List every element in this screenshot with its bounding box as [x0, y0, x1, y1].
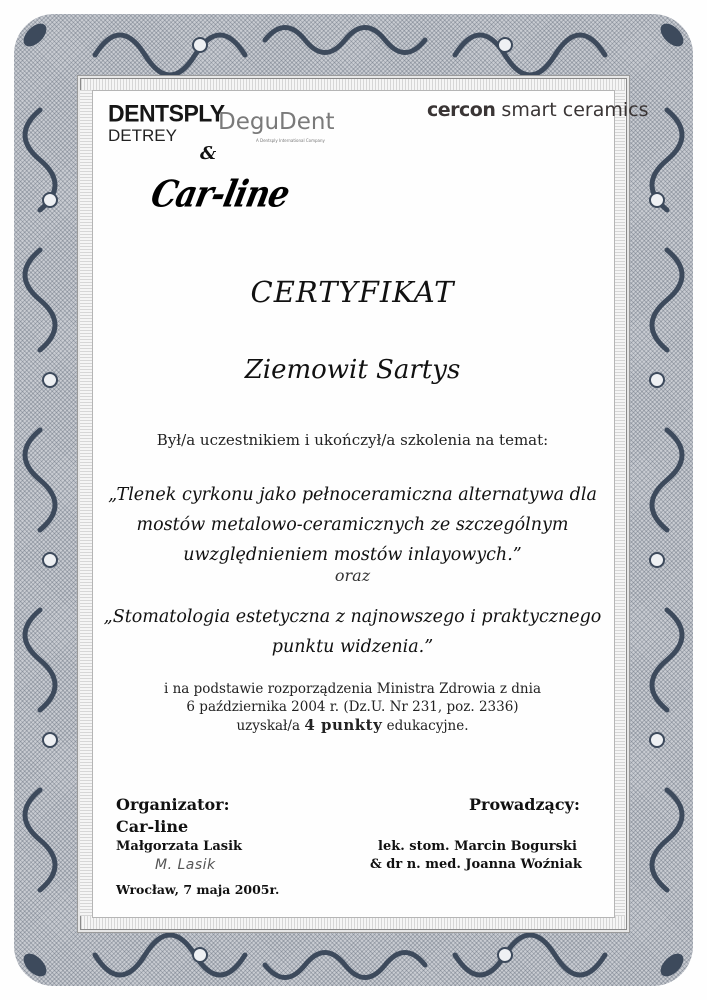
degudent-tagline: A Dentsply International Company	[256, 138, 325, 143]
place-date: Wrocław, 7 maja 2005r.	[116, 882, 280, 897]
cercon-suffix: smart ceramics	[495, 99, 649, 121]
conjunction: oraz	[334, 566, 371, 585]
cercon-logo	[427, 99, 649, 121]
legal-line: i na podstawie rozporządzenia Ministra Zdrowia z dnia	[163, 681, 541, 697]
training-topic-2	[92, 602, 613, 662]
points-suffix: edukacyjne.	[382, 718, 469, 734]
leader-name: lek. stom. Marcin Bogurski	[378, 839, 577, 854]
degudent-logo: DeguDent	[218, 109, 335, 135]
leaders-label: Prowadzący:	[469, 795, 580, 814]
organizer-label: Organizator:	[116, 795, 230, 814]
legal-line: 6 października 2004 r. (Dz.U. Nr 231, poz. 2336)	[186, 699, 519, 715]
points-value: 4 punkty	[304, 716, 383, 734]
inner-frame-left-edge	[80, 90, 92, 916]
points-prefix: uzyskał/a	[236, 718, 305, 734]
organizer-person: Małgorzata Lasik	[116, 839, 243, 854]
topic-2-line: punktu widzenia.”	[271, 637, 434, 657]
certificate-title: CERTYFIKAT	[250, 275, 455, 309]
recipient-name: Ziemowit Sartys	[244, 355, 461, 385]
intro-text: Był/a uczestnikiem i ukończył/a szkolenia na temat:	[156, 431, 549, 449]
topic-1-line: „Tlenek cyrkonu jako pełnoceramiczna alternatywa dla	[108, 485, 597, 505]
topic-2-line: „Stomatologia estetyczna z najnowszego i praktycznego	[103, 607, 602, 627]
legal-basis	[92, 680, 613, 735]
leader-name: & dr n. med. Joanna Woźniak	[370, 857, 582, 872]
topic-1-line: mostów metalowo-ceramicznych ze szczególnym	[136, 515, 569, 535]
organizer-company: Car-line	[116, 817, 189, 836]
training-topic-1	[92, 480, 613, 570]
topic-1-line: uwzględnieniem mostów inlayowych.”	[183, 545, 522, 565]
organizer-signature: M. Lasik	[155, 857, 216, 873]
detrey-logo: DETREY	[108, 126, 177, 145]
points-line	[92, 716, 613, 735]
ampersand: &	[200, 143, 217, 164]
cercon-brand: cercon	[427, 99, 496, 121]
carline-logo: Car-line	[147, 172, 293, 216]
dentsply-logo: DENTSPLY	[108, 99, 225, 127]
